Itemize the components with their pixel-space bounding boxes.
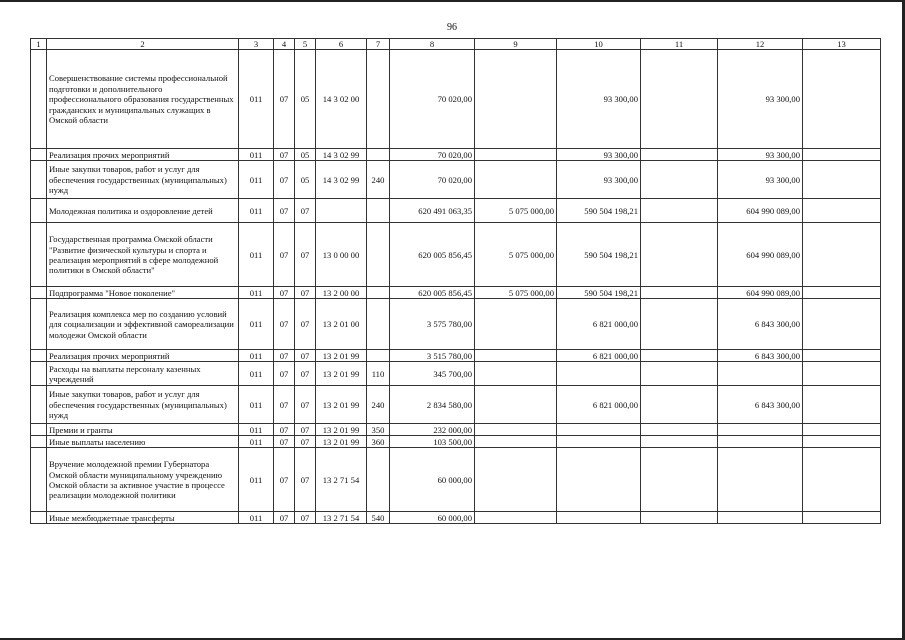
table-cell (803, 299, 881, 350)
table-cell: 103 500,00 (390, 436, 475, 448)
table-cell: 345 700,00 (390, 362, 475, 386)
table-cell (475, 350, 557, 362)
table-cell: 011 (239, 436, 274, 448)
table-cell (803, 362, 881, 386)
table-cell (367, 223, 390, 287)
header-cell: 11 (641, 39, 718, 50)
table-cell (367, 350, 390, 362)
table-cell (641, 199, 718, 223)
table-cell: 07 (274, 149, 295, 161)
row-name-cell: Совершенствование системы профессиональной подготовки и дополнительного профессионального образования государственных гражданских и муниципальных служащих в Омской области (47, 50, 239, 149)
table-cell (31, 448, 47, 512)
table-cell (803, 350, 881, 362)
table-row (31, 512, 881, 524)
table-cell: 590 504 198,21 (557, 287, 641, 299)
table-row (31, 448, 881, 512)
header-cell: 2 (47, 39, 239, 50)
table-cell: 07 (295, 350, 316, 362)
table-cell (557, 436, 641, 448)
table-cell: 60 000,00 (390, 448, 475, 512)
table-cell (718, 448, 803, 512)
table-cell: 07 (295, 287, 316, 299)
table-cell (475, 386, 557, 424)
table-cell (803, 223, 881, 287)
table-cell (31, 436, 47, 448)
table-cell: 590 504 198,21 (557, 223, 641, 287)
table-cell (557, 448, 641, 512)
table-cell: 93 300,00 (718, 149, 803, 161)
table-cell: 240 (367, 386, 390, 424)
table-cell (803, 448, 881, 512)
table-cell: 011 (239, 287, 274, 299)
table-cell (641, 512, 718, 524)
row-name-cell: Иные выплаты населению (47, 436, 239, 448)
table-cell: 05 (295, 50, 316, 149)
table-cell (31, 287, 47, 299)
table-cell (31, 424, 47, 436)
table-cell: 93 300,00 (718, 161, 803, 199)
table-cell (475, 512, 557, 524)
table-cell (31, 50, 47, 149)
table-cell (475, 448, 557, 512)
table-cell: 620 491 063,35 (390, 199, 475, 223)
table-cell: 07 (274, 362, 295, 386)
table-cell: 011 (239, 362, 274, 386)
row-name-cell: Реализация прочих мероприятий (47, 149, 239, 161)
row-name-cell: Вручение молодежной премии Губернатора Омской области муниципальному учреждению Омской области за активное участие в процессе реализации молодежной политики (47, 448, 239, 512)
table-cell: 07 (295, 362, 316, 386)
header-cell: 4 (274, 39, 295, 50)
table-cell (557, 512, 641, 524)
table-row (31, 299, 881, 350)
table-cell: 07 (295, 436, 316, 448)
table-cell: 93 300,00 (557, 161, 641, 199)
table-cell (641, 436, 718, 448)
table-cell (367, 299, 390, 350)
table-cell: 93 300,00 (718, 50, 803, 149)
scan-border-top (0, 0, 905, 2)
table-cell (316, 199, 367, 223)
table-cell: 540 (367, 512, 390, 524)
table-cell: 13 2 71 54 (316, 448, 367, 512)
table-cell: 13 2 01 99 (316, 386, 367, 424)
table-cell: 5 075 000,00 (475, 199, 557, 223)
table-cell (641, 50, 718, 149)
table-cell: 011 (239, 50, 274, 149)
table-cell: 3 515 780,00 (390, 350, 475, 362)
table-cell: 6 821 000,00 (557, 350, 641, 362)
table-cell (641, 448, 718, 512)
table-cell: 2 834 580,00 (390, 386, 475, 424)
table-cell (641, 287, 718, 299)
table-cell: 011 (239, 149, 274, 161)
table-cell (803, 512, 881, 524)
table-cell: 13 2 01 99 (316, 362, 367, 386)
table-row (31, 386, 881, 424)
table-cell (718, 512, 803, 524)
table-cell (641, 424, 718, 436)
table-cell (718, 436, 803, 448)
table-cell: 07 (295, 199, 316, 223)
header-cell: 12 (718, 39, 803, 50)
header-cell: 7 (367, 39, 390, 50)
table-cell: 011 (239, 448, 274, 512)
table-cell: 604 990 089,00 (718, 199, 803, 223)
table-cell (803, 287, 881, 299)
table-row (31, 436, 881, 448)
table-cell (641, 161, 718, 199)
table-cell: 011 (239, 424, 274, 436)
table-cell: 6 821 000,00 (557, 299, 641, 350)
table-cell: 360 (367, 436, 390, 448)
header-cell: 1 (31, 39, 47, 50)
table-cell: 13 2 00 00 (316, 287, 367, 299)
table-cell (31, 161, 47, 199)
table-cell (31, 149, 47, 161)
table-cell: 011 (239, 512, 274, 524)
table-cell: 07 (295, 299, 316, 350)
table-cell (557, 424, 641, 436)
table-cell: 110 (367, 362, 390, 386)
table-cell: 5 075 000,00 (475, 223, 557, 287)
table-cell: 232 000,00 (390, 424, 475, 436)
table-cell (803, 386, 881, 424)
table-cell: 05 (295, 161, 316, 199)
row-name-cell: Реализация прочих мероприятий (47, 350, 239, 362)
table-cell: 13 2 01 99 (316, 350, 367, 362)
table-cell (475, 50, 557, 149)
row-name-cell: Иные закупки товаров, работ и услуг для обеспечения государственных (муниципальных) нужд (47, 386, 239, 424)
table-cell: 07 (274, 512, 295, 524)
table-cell: 14 3 02 99 (316, 161, 367, 199)
row-name-cell: Молодежная политика и оздоровление детей (47, 199, 239, 223)
table-row (31, 362, 881, 386)
table-cell: 011 (239, 350, 274, 362)
table-cell: 07 (274, 424, 295, 436)
table-cell: 07 (274, 350, 295, 362)
header-cell: 5 (295, 39, 316, 50)
table-cell: 07 (274, 287, 295, 299)
table-cell: 07 (274, 50, 295, 149)
table-cell (803, 161, 881, 199)
table-cell (718, 424, 803, 436)
table-cell: 07 (274, 223, 295, 287)
table-cell (31, 362, 47, 386)
header-cell: 6 (316, 39, 367, 50)
row-name-cell: Расходы на выплаты персоналу казенных учреждений (47, 362, 239, 386)
table-cell: 07 (274, 448, 295, 512)
table-cell: 5 075 000,00 (475, 287, 557, 299)
header-cell: 9 (475, 39, 557, 50)
budget-table (30, 38, 881, 524)
table-cell: 07 (295, 424, 316, 436)
table-cell: 604 990 089,00 (718, 223, 803, 287)
table-cell (367, 149, 390, 161)
table-cell: 70 020,00 (390, 50, 475, 149)
table-cell: 93 300,00 (557, 149, 641, 161)
row-name-cell: Иные межбюджетные трансферты (47, 512, 239, 524)
table-cell: 07 (274, 299, 295, 350)
table-cell: 70 020,00 (390, 161, 475, 199)
row-name-cell: Премии и гранты (47, 424, 239, 436)
table-cell (641, 350, 718, 362)
table-cell (557, 362, 641, 386)
table-cell (475, 161, 557, 199)
table-cell (31, 512, 47, 524)
table-cell (641, 362, 718, 386)
table-cell (718, 362, 803, 386)
header-cell: 3 (239, 39, 274, 50)
table-cell: 6 843 300,00 (718, 350, 803, 362)
table-cell (31, 223, 47, 287)
table-cell: 93 300,00 (557, 50, 641, 149)
table-cell: 13 0 00 00 (316, 223, 367, 287)
table-cell (31, 199, 47, 223)
table-cell (475, 362, 557, 386)
table-cell: 60 000,00 (390, 512, 475, 524)
table-cell (367, 199, 390, 223)
table-cell: 07 (295, 448, 316, 512)
header-cell: 13 (803, 39, 881, 50)
table-cell (475, 299, 557, 350)
table-cell (31, 299, 47, 350)
table-cell: 011 (239, 161, 274, 199)
table-cell: 14 3 02 99 (316, 149, 367, 161)
table-cell (475, 436, 557, 448)
row-name-cell: Иные закупки товаров, работ и услуг для обеспечения государственных (муниципальных) нужд (47, 161, 239, 199)
table-row (31, 50, 881, 149)
table-row (31, 199, 881, 223)
table-cell (803, 436, 881, 448)
table-cell: 6 843 300,00 (718, 386, 803, 424)
table-cell: 011 (239, 199, 274, 223)
table-cell: 604 990 089,00 (718, 287, 803, 299)
header-cell: 10 (557, 39, 641, 50)
table-cell: 590 504 198,21 (557, 199, 641, 223)
table-cell: 350 (367, 424, 390, 436)
table-cell: 011 (239, 386, 274, 424)
header-cell: 8 (390, 39, 475, 50)
table-cell: 07 (274, 436, 295, 448)
table-cell: 07 (274, 386, 295, 424)
table-cell (367, 287, 390, 299)
table-cell: 240 (367, 161, 390, 199)
row-name-cell: Государственная программа Омской области "Развитие физической культуры и спорта и реализация мероприятий в сфере молодежной политики в Омской области" (47, 223, 239, 287)
table-cell: 011 (239, 223, 274, 287)
table-cell: 6 843 300,00 (718, 299, 803, 350)
table-row (31, 287, 881, 299)
table-cell (803, 424, 881, 436)
table-cell (641, 386, 718, 424)
table-cell: 011 (239, 299, 274, 350)
table-row (31, 149, 881, 161)
table-cell (641, 149, 718, 161)
table-cell (367, 448, 390, 512)
table-cell: 07 (295, 386, 316, 424)
table-cell: 05 (295, 149, 316, 161)
table-cell: 620 005 856,45 (390, 223, 475, 287)
table-cell: 3 575 780,00 (390, 299, 475, 350)
table-row (31, 223, 881, 287)
table-cell: 13 2 01 99 (316, 436, 367, 448)
table-cell: 620 005 856,45 (390, 287, 475, 299)
table-cell: 07 (274, 199, 295, 223)
table-cell: 13 2 71 54 (316, 512, 367, 524)
table-cell (641, 299, 718, 350)
table-cell: 07 (295, 512, 316, 524)
table-row (31, 161, 881, 199)
table-cell (641, 223, 718, 287)
row-name-cell: Реализация комплекса мер по созданию условий для социализации и эффективной самореализации молодежи Омской области (47, 299, 239, 350)
table-cell (803, 149, 881, 161)
header-row (31, 39, 881, 50)
table-cell (475, 424, 557, 436)
table-cell (803, 50, 881, 149)
page-number: 96 (447, 22, 457, 33)
table-cell: 70 020,00 (390, 149, 475, 161)
table-cell: 14 3 02 00 (316, 50, 367, 149)
row-name-cell: Подпрограмма "Новое поколение" (47, 287, 239, 299)
table-cell (31, 386, 47, 424)
table-cell (367, 50, 390, 149)
table-body (31, 39, 881, 524)
table-row (31, 350, 881, 362)
table-cell: 6 821 000,00 (557, 386, 641, 424)
table-cell (803, 199, 881, 223)
table-cell: 07 (274, 161, 295, 199)
table-cell: 07 (295, 223, 316, 287)
table-cell: 13 2 01 00 (316, 299, 367, 350)
table-cell: 13 2 01 99 (316, 424, 367, 436)
table-row (31, 424, 881, 436)
table-cell (475, 149, 557, 161)
table-cell (31, 350, 47, 362)
